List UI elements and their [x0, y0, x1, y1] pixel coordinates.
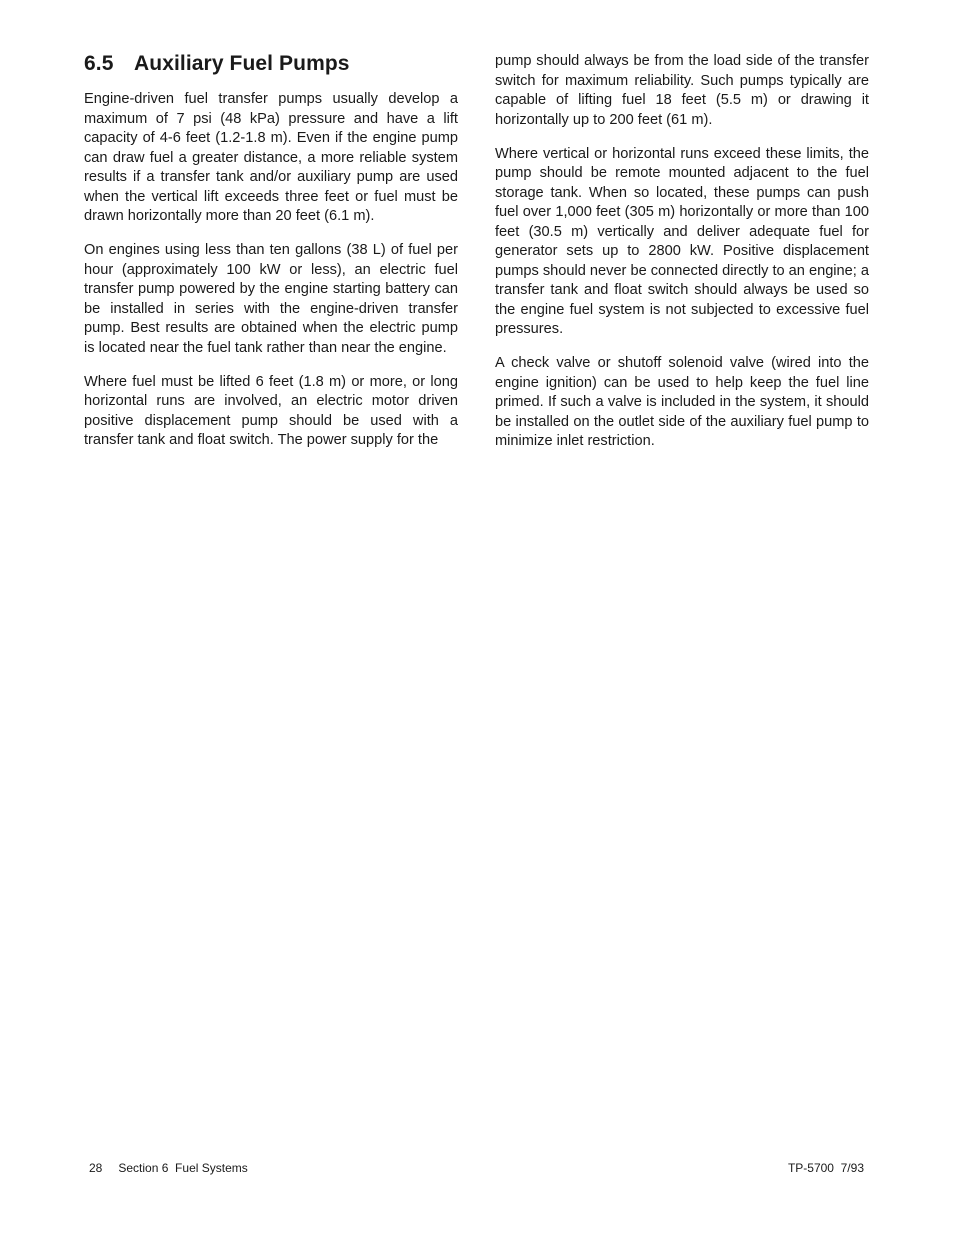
page-number: 28 — [89, 1161, 103, 1175]
section-number: 6.5 — [84, 52, 114, 75]
section-title: Auxiliary Fuel Pumps — [134, 52, 350, 75]
right-column — [495, 52, 869, 466]
paragraph: Engine-driven fuel transfer pumps usually develop a maximum of 7 psi (48 kPa) pressure and have a lift capacity of 4-6 feet (1.2-1.8 m). Even if the engine pump can draw fuel a greater distance, a more reliable system results if a transfer tank and/or auxiliary pump are used when the vertical lift exceeds three feet or fuel must be drawn horizontally more than 20 feet (6.1 m). — [84, 91, 458, 224]
section-heading — [84, 50, 458, 78]
footer-left — [89, 1161, 248, 1175]
footer-section-label: Section 6 Fuel Systems — [118, 1161, 248, 1175]
left-column — [84, 50, 458, 465]
document-id: TP-5700 7/93 — [787, 1161, 864, 1175]
paragraph: Where fuel must be lifted 6 feet (1.8 m) or more, or long horizontal runs are involved, an electric motor driven positive displacement pump should be used with a transfer tank and float switch. The power supply for the — [84, 373, 458, 448]
paragraph: Where vertical or horizontal runs exceed these limits, the pump should be remote mounted adjacent to the fuel storage tank. When so located, these pumps can push fuel over 1,000 feet (305 m) horizontally or more than 100 feet (30.5 m) vertically and deliver adequate fuel for generator sets up to 2800 kW. Positive displacement pumps should never be connected directly to an engine; a transfer tank and float switch should always be used so the engine fuel system is not subjected to excessive fuel pressures. — [495, 145, 870, 337]
paragraph: pump should always be from the load side of the transfer switch for maximum reliability. Such pumps typically are capable of lifting fuel 18 feet (5.5 m) or drawing it horizontally up to 200 feet (61 m). — [495, 53, 869, 128]
paragraph: A check valve or shutoff solenoid valve (wired into the engine ignition) can be used to help keep the fuel line primed. If such a valve is included in the system, it should be installed on the outlet side of the auxiliary fuel pump to minimize inlet restriction. — [495, 355, 869, 449]
footer-right — [788, 1161, 864, 1175]
paragraph: On engines using less than ten gallons (38 L) of fuel per hour (approximately 100 kW or less), an electric fuel transfer pump powered by the engine starting battery can be installed in series with the engine-driven transfer pump. Best results are obtained when the electric pump is located near the fuel tank rather than near the engine. — [84, 242, 458, 356]
